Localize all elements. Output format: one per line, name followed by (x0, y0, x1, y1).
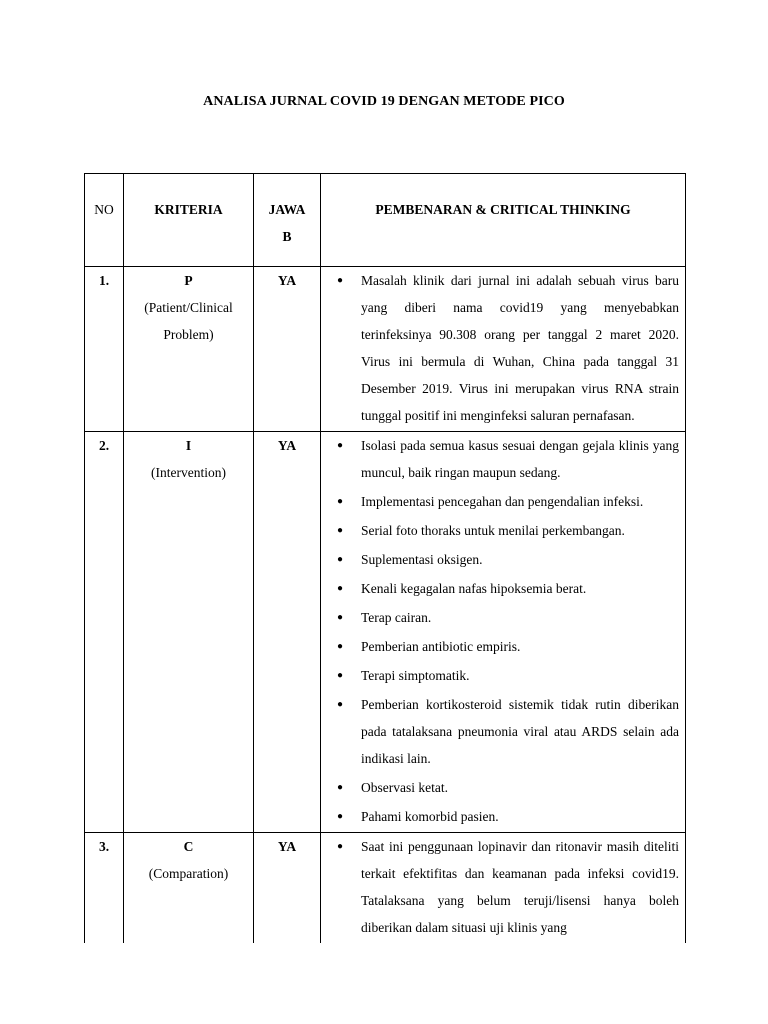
bullet-dot-icon: ● (337, 612, 344, 623)
bullet-dot-icon: ● (337, 841, 344, 852)
criteria-letter: C (183, 839, 194, 854)
list-item-text: Masalah klinik dari jurnal ini adalah sebuah virus baru yang diberi nama covid19 yang menyebabkan terinfeksinya 90.308 orang per tanggal 2 maret 2020. Virus ini bermula di Wuhan, China pada tanggal 31 Desember 2019. Virus ini merupakan virus RNA strain tunggal positif ini menginfeksi saluran pernafasan. (361, 273, 679, 423)
list-item-text: Pemberian antibiotic empiris. (361, 639, 521, 654)
list-item (321, 662, 679, 689)
bullet-dot-icon: ● (337, 670, 344, 681)
table-body (85, 267, 686, 944)
bullet-dot-icon: ● (337, 525, 344, 536)
justification-cell (321, 267, 686, 432)
row-number: 3. (85, 833, 124, 944)
list-item (321, 833, 679, 941)
row-number: 2. (85, 432, 124, 833)
table-header-row (85, 174, 686, 267)
header-jawab-line2: B (282, 229, 292, 244)
list-item-text: Observasi ketat. (361, 780, 448, 795)
list-item-text: Terap cairan. (361, 610, 432, 625)
justification-cell (321, 432, 686, 833)
list-item (321, 546, 679, 573)
justification-list (321, 432, 685, 830)
justification-list (321, 267, 685, 429)
table-row (85, 833, 686, 944)
list-item (321, 432, 679, 486)
answer-cell: YA (254, 833, 321, 944)
bullet-dot-icon: ● (337, 583, 344, 594)
list-item (321, 517, 679, 544)
justification-list (321, 833, 685, 941)
list-item-text: Suplementasi oksigen. (361, 552, 483, 567)
bullet-dot-icon: ● (337, 811, 344, 822)
list-item-text: Serial foto thoraks untuk menilai perkembangan. (361, 523, 625, 538)
justification-cell (321, 833, 686, 944)
list-item-text: Isolasi pada semua kasus sesuai dengan gejala klinis yang muncul, baik ringan maupun sedang. (361, 438, 679, 480)
list-item-text: Terapi simptomatik. (361, 668, 470, 683)
header-jawab-line1: JAWA (268, 202, 306, 217)
header-jawab (254, 174, 321, 267)
criteria-cell (124, 432, 254, 833)
row-number: 1. (85, 267, 124, 432)
criteria-letter: I (185, 438, 192, 453)
list-item (321, 575, 679, 602)
list-item (321, 488, 679, 515)
answer-cell: YA (254, 432, 321, 833)
list-item (321, 803, 679, 830)
table-row (85, 432, 686, 833)
criteria-description: (Patient/Clinical Problem) (144, 300, 233, 342)
bullet-dot-icon: ● (337, 440, 344, 451)
bullet-dot-icon: ● (337, 782, 344, 793)
list-item (321, 691, 679, 772)
list-item (321, 267, 679, 429)
bullet-dot-icon: ● (337, 641, 344, 652)
answer-cell: YA (254, 267, 321, 432)
list-item (321, 633, 679, 660)
list-item-text: Pahami komorbid pasien. (361, 809, 499, 824)
list-item-text: Saat ini penggunaan lopinavir dan ritonavir masih diteliti terkait efektifitas dan keamanan pada infeksi covid19. Tatalaksana yang belum teruji/lisensi hanya boleh diberikan dalam situasi uji klinis yang (361, 839, 679, 935)
criteria-letter: P (184, 273, 193, 288)
list-item-text: Implementasi pencegahan dan pengendalian infeksi. (361, 494, 644, 509)
bullet-dot-icon: ● (337, 275, 344, 286)
table-row (85, 267, 686, 432)
list-item-text: Pemberian kortikosteroid sistemik tidak rutin diberikan pada tatalaksana pneumonia viral atau ARDS selain ada indikasi lain. (361, 697, 679, 766)
list-item (321, 774, 679, 801)
list-item (321, 604, 679, 631)
page-title: ANALISA JURNAL COVID 19 DENGAN METODE PICO (203, 94, 565, 109)
criteria-description: (Comparation) (148, 866, 229, 881)
criteria-cell (124, 833, 254, 944)
header-kriteria: KRITERIA (124, 174, 254, 267)
bullet-dot-icon: ● (337, 496, 344, 507)
header-pembenaran: PEMBENARAN & CRITICAL THINKING (321, 174, 686, 267)
criteria-cell (124, 267, 254, 432)
pico-table (84, 173, 686, 943)
list-item-text: Kenali kegagalan nafas hipoksemia berat. (361, 581, 587, 596)
criteria-description: (Intervention) (151, 465, 226, 480)
header-no: NO (85, 174, 124, 267)
bullet-dot-icon: ● (337, 554, 344, 565)
bullet-dot-icon: ● (337, 699, 344, 710)
